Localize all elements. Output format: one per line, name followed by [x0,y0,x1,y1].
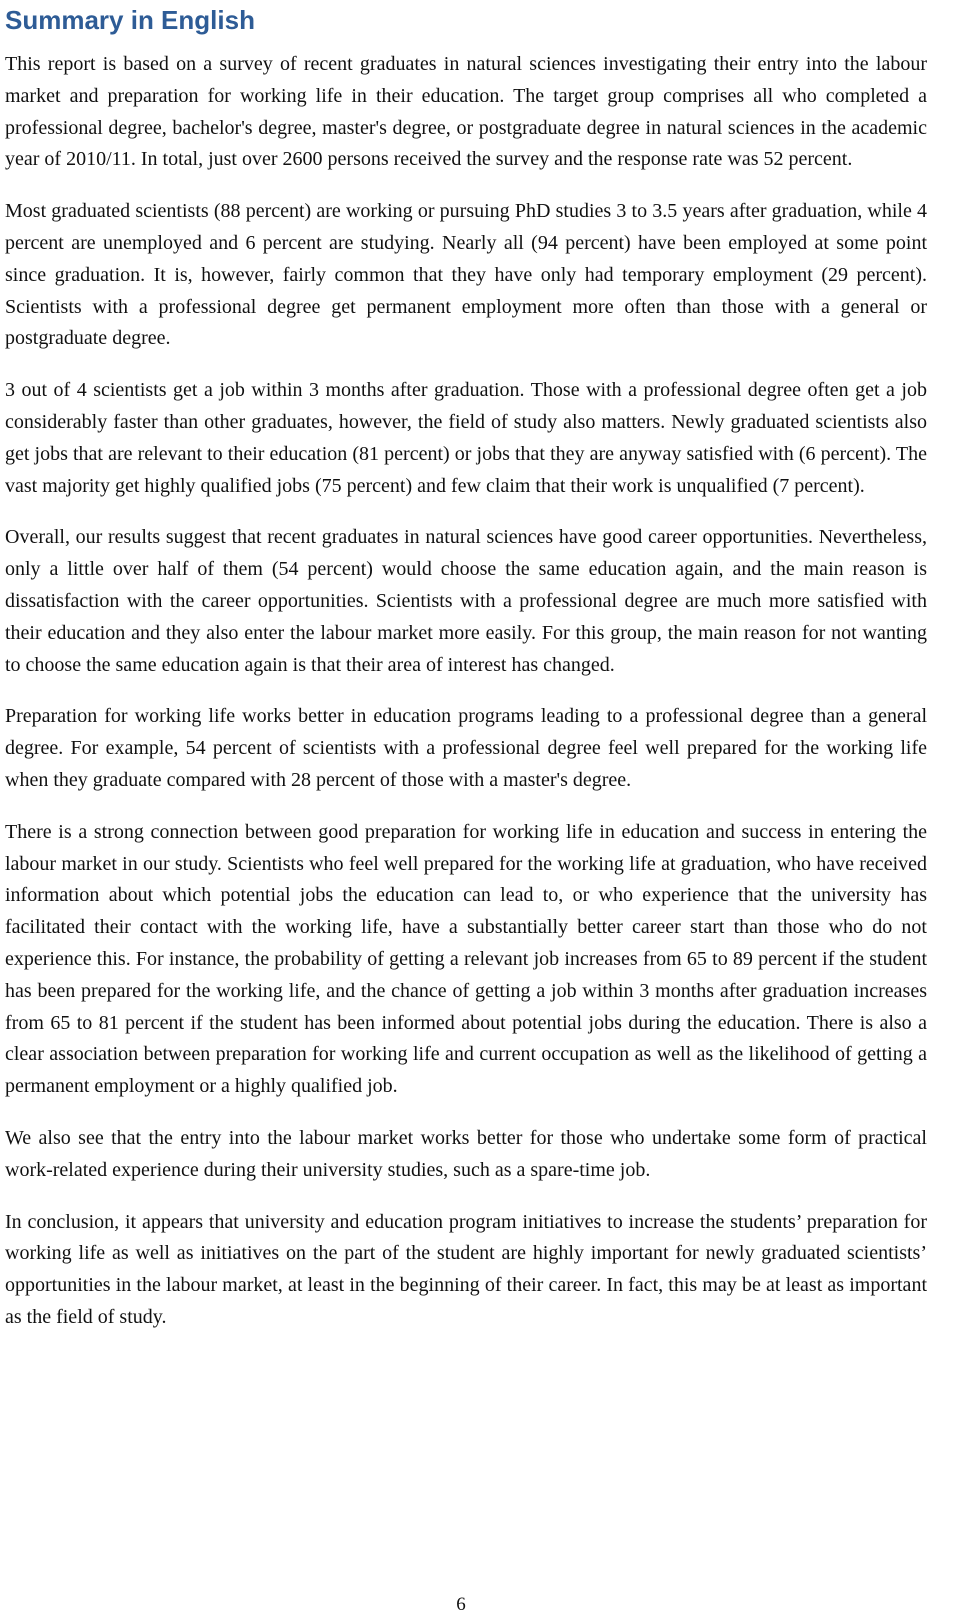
paragraph-career-satisfaction: Overall, our results suggest that recent graduates in natural sciences have good career opportunities. Nevertheless, only a little over half of them (54 percent) would choose the same education again, and the main reason is dissatisfaction with the career opportunities. Scientists with a professional degree are much more satisfied with their education and they also enter the labour market more easily. For this group, the main reason for not wanting to choose the same education again is that their area of interest has changed. [5,526,927,676]
paragraph-survey-overview: This report is based on a survey of recent graduates in natural sciences investigating their entry into the labour market and preparation for working life in their education. The target group comprises all who completed a professional degree, bachelor's degree, master's degree, or postgraduate degree in natural sciences in the academic year of 2010/11. In total, just over 2600 persons received the survey and the response rate was 52 percent. [5,53,927,171]
paragraph-preparation-success: There is a strong connection between good preparation for working life in education and success in entering the labour market in our study. Scientists who feel well prepared for the working life at graduation, who have received information about which potential jobs the education can lead to, or who experience that the university has facilitated their contact with the working life, have a substantially better career start than those who do not experience this. For instance, the probability of getting a relevant job increases from 65 to 89 percent if the student has been prepared for the working life, and the chance of getting a job within 3 months after graduation increases from 65 to 81 percent if the student has been informed about potential jobs during the education. There is also a clear association between preparation for working life and current occupation as well as the likelihood of getting a permanent employment or a highly qualified job. [5,820,927,1098]
document-body [5,49,927,1334]
paragraph-preparation-degree: Preparation for working life works better in education programs leading to a professional degree than a general degree. For example, 54 percent of scientists with a professional degree feel well prepared for the working life when they graduate compared with 28 percent of those with a master's degree. [5,705,927,791]
paragraph-employment-status: Most graduated scientists (88 percent) are working or pursuing PhD studies 3 to 3.5 years after graduation, while 4 percent are unemployed and 6 percent are studying. Nearly all (94 percent) have been employed at some point since graduation. It is, however, fairly common that they have only had temporary employment (29 percent). Scientists with a professional degree get permanent employment more often than those with a general or postgraduate degree. [5,200,927,350]
page-number: 6 [456,1594,466,1615]
paragraph-work-experience: We also see that the entry into the labour market works better for those who undertake some form of practical work-related experience during their university studies, such as a spare-time job. [5,1126,927,1181]
page-title: Summary in English [5,5,255,35]
document-page [5,0,927,1354]
paragraph-conclusion: In conclusion, it appears that university and education program initiatives to increase the students’ preparation for working life as well as initiatives on the part of the student are highly important for newly graduated scientists’ opportunities in the labour market, at least in the beginning of their career. In fact, this may be at least as important as the field of study. [5,1210,927,1328]
paragraph-job-timing: 3 out of 4 scientists get a job within 3 months after graduation. Those with a professional degree often get a job considerably faster than other graduates, however, the field of study also matters. Newly graduated scientists also get jobs that are relevant to their education (81 percent) or jobs that they are anyway satisfied with (6 percent). The vast majority get highly qualified jobs (75 percent) and few claim that their work is unqualified (7 percent). [5,379,927,497]
